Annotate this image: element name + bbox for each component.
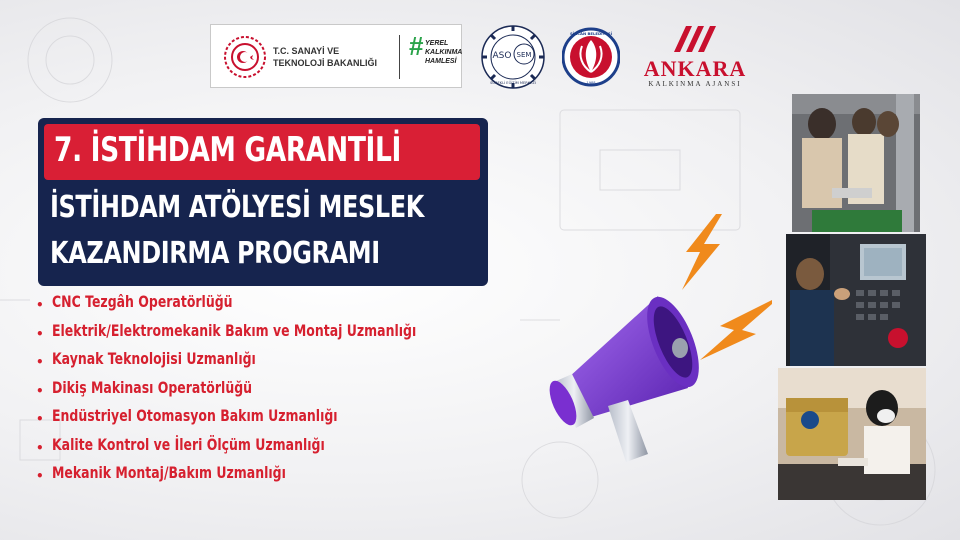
cnc-control-panel-photo xyxy=(786,234,926,366)
program-list xyxy=(34,292,474,492)
ministry-emblem-icon xyxy=(223,35,267,79)
ankara-kalkinma-logo xyxy=(636,24,754,90)
bullet-icon: • xyxy=(36,469,44,483)
bullet-icon: • xyxy=(36,298,44,312)
bullet-icon: • xyxy=(36,355,44,369)
ankara-mark-icon xyxy=(672,24,718,54)
bullet-icon: • xyxy=(36,412,44,426)
sewing-machine-photo xyxy=(778,368,926,500)
program-item: • Dikiş Makinası Operatörlüğü xyxy=(36,377,253,398)
megaphone-icon xyxy=(548,278,718,468)
sincan-belediyesi-logo xyxy=(562,26,620,88)
ankara-word: ANKARA xyxy=(643,56,747,81)
program-item: • Kalite Kontrol ve İleri Ölçüm Uzmanlığı xyxy=(36,434,325,455)
ankara-subtitle: KALKINMA AJANSI xyxy=(648,80,742,88)
welding-workshop-photo xyxy=(792,94,920,232)
ministry-logo-box xyxy=(210,24,462,88)
ministry-name: T.C. SANAYİ VE TEKNOLOJİ BAKANLIĞI xyxy=(273,46,378,68)
title-line-1: 7. İSTİHDAM GARANTİLİ xyxy=(54,130,402,170)
title-line-3: KAZANDIRMA PROGRAMI xyxy=(50,236,380,271)
title-line-2: İSTİHDAM ATÖLYESİ MESLEK xyxy=(50,190,424,225)
bullet-icon: • xyxy=(36,383,44,398)
yerel-kalkinma-text: YEREL KALKINMA HAMLESİ xyxy=(425,40,463,65)
aso-right-text: SEM xyxy=(516,51,532,59)
bullet-icon: • xyxy=(36,326,44,341)
program-item: • Mekanik Montaj/Bakım Uzmanlığı xyxy=(36,463,286,483)
yerel-hash-icon: # xyxy=(409,31,424,61)
program-item: • CNC Tezgâh Operatörlüğü xyxy=(36,292,233,312)
aso-sem-logo xyxy=(480,24,546,90)
aso-left-text: ASO xyxy=(492,51,512,61)
aso-ring-text: SÜREKLİ EĞİTİM MERKEZİ xyxy=(490,81,536,85)
logo-divider xyxy=(399,35,400,79)
sincan-year: 1988 xyxy=(586,81,596,85)
program-item: • Kaynak Teknolojisi Uzmanlığı xyxy=(36,349,256,369)
program-item: • Endüstriyel Otomasyon Bakım Uzmanlığı xyxy=(36,406,338,426)
program-item: • Elektrik/Elektromekanik Bakım ve Montaj Uzmanlığı xyxy=(36,320,417,341)
bullet-icon: • xyxy=(36,440,44,455)
sincan-ring-text: SİNCAN BELEDİYESİ xyxy=(569,31,613,36)
